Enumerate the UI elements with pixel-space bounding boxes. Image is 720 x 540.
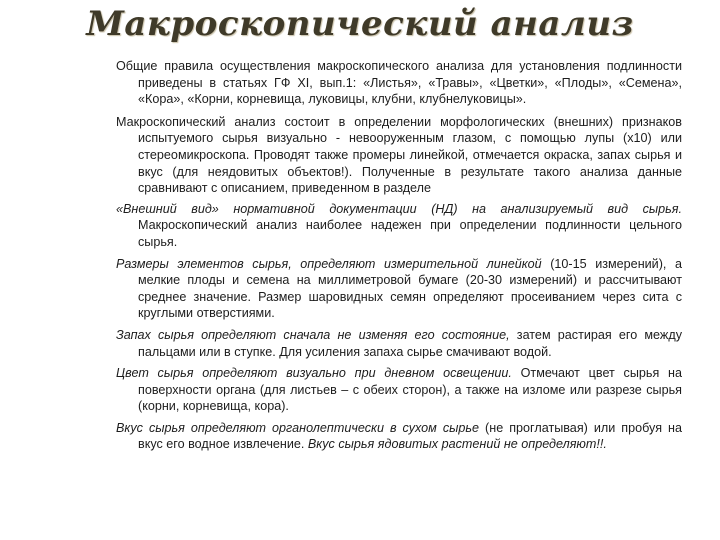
sizes-italic-text: Размеры элементов сырья, определяют измерительной линейкой	[116, 256, 542, 271]
appearance-italic-text: «Внешний вид» нормативной документации (НД) на анализируемый вид сырья.	[116, 201, 682, 216]
paragraph-taste	[116, 420, 682, 453]
paragraph-smell	[116, 327, 682, 360]
color-text: Отмечают цвет сырья на поверхности органа (для листьев – с обеих сторон), а также на изломе или разрезе сырья (корни, корневища, кора).	[138, 366, 682, 414]
paragraph-macroscopic-definition: Макроскопический анализ состоит в определении морфологических (внешних) признаков испытуемого сырья визуально - невооруженным глазом, с помощью лупы (х10) или стереомикроскопа. Проводят также промеры линейкой, отмечается окраска, запах сырья и вкус (для неядовитых объектов!). Полученные в результате такого анализа данные сравнивают с описанием, приведенном в разделе	[116, 114, 682, 196]
smell-text: затем растирая его между пальцами или в ступке. Для усиления запаха сырье смачивают водой.	[138, 327, 682, 359]
appearance-text: Макроскопический анализ наиболее надежен при определении подлинности цельного сырья.	[138, 218, 682, 249]
taste-text: (не проглатывая) или пробуя на вкус его водное извлечение.	[138, 420, 682, 452]
paragraph-sizes	[116, 256, 682, 322]
color-italic-text: Цвет сырья определяют визуально при дневном освещении.	[116, 366, 512, 381]
slide-content	[116, 58, 682, 458]
paragraph-appearance	[116, 201, 682, 251]
taste-warning-text: Вкус сырья ядовитых растений не определяют!!.	[304, 437, 607, 452]
taste-italic-text: Вкус сырья определяют органолептически в сухом сырье	[116, 420, 480, 435]
sizes-text: (10-15 измерений), а мелкие плоды и семена на миллиметровой бумаге (20-30 измерений) и рассчитывают среднее значение. Размер шаровидных семян определяют просеиванием через сита с круглыми отверстиями.	[138, 256, 682, 321]
slide-title: Макроскопический анализ	[86, 4, 634, 44]
paragraph-color	[116, 365, 682, 415]
paragraph-general-rules: Общие правила осуществления макроскопического анализа для установления подлинности приведены в статьях ГФ XI, вып.1: «Листья», «Травы», «Цветки», «Плоды», «Семена», «Кора», «Корни, корневища, луковицы, клубни, клубнелуковицы».	[116, 59, 682, 107]
smell-italic-text: Запах сырья определяют сначала не изменяя его состояние,	[116, 327, 510, 342]
